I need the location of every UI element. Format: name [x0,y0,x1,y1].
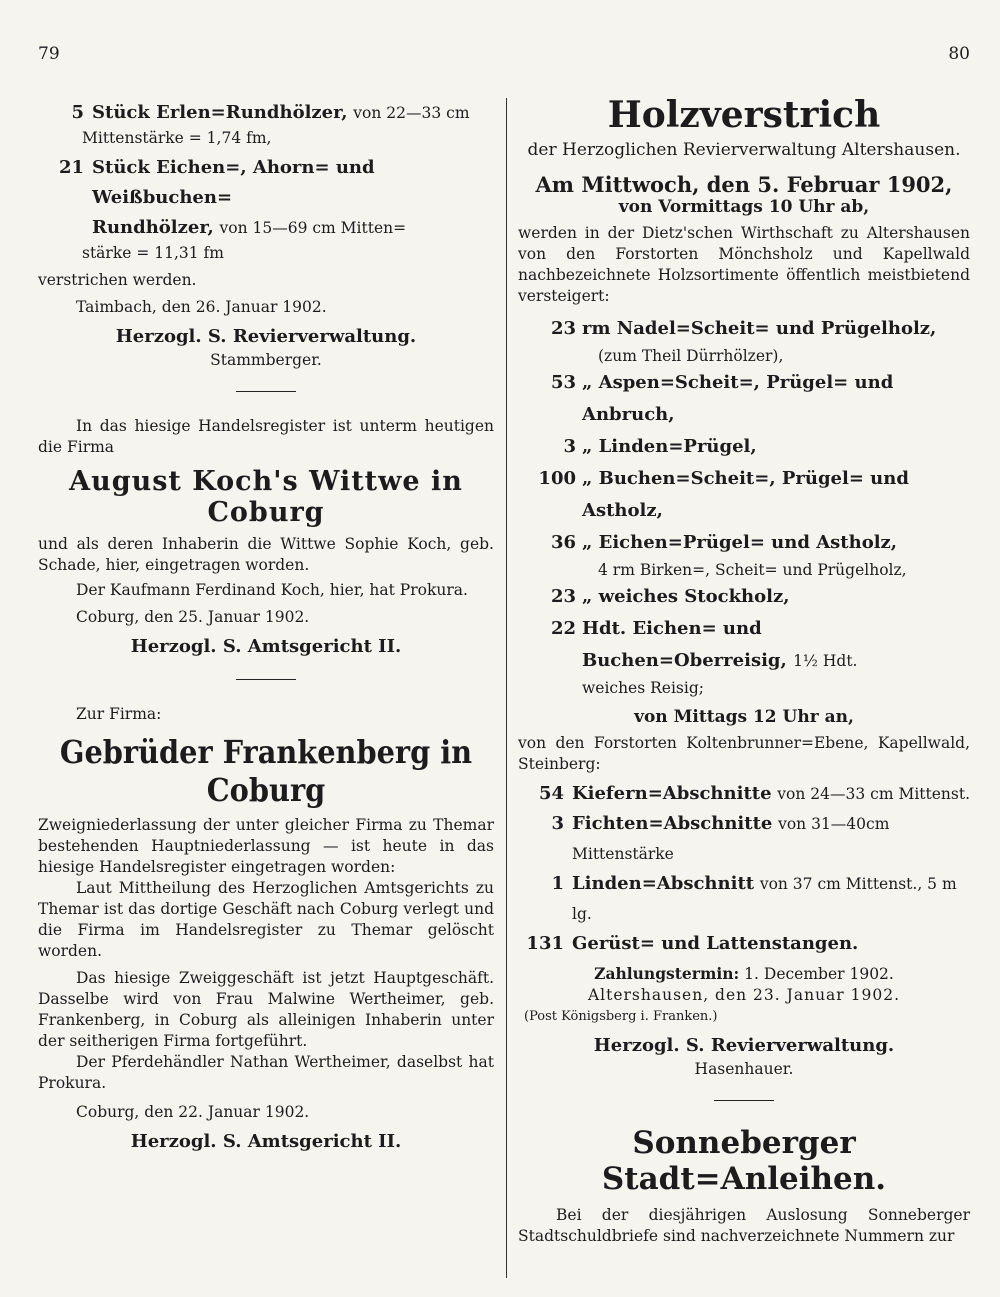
notice-intro: Zur Firma: [76,705,162,723]
official-name: Stammberger. [210,351,322,369]
wood-item [518,367,970,431]
wood-item [518,527,970,559]
item-title-cont: Rundhölzer, [92,217,214,238]
authority-signature: Herzogl. S. Revierverwaltung. [593,1035,895,1056]
item-quantity: 5 [71,102,84,123]
item-detail-line: stärke = 11,31 fm [82,244,224,262]
authority-signature: Herzogl. S. Amtsgericht II. [130,636,402,657]
place-date: Coburg, den 25. Januar 1902. [76,608,310,626]
item-quantity: 1 [551,873,564,894]
place-date: Altershausen, den 23. Januar 1902. [587,986,901,1004]
notice-heading: Holzverstrich [607,94,881,136]
notice-heading: Sonneberger Stadt=Anleihen. [601,1125,887,1197]
wood-item [518,809,970,869]
page-number-right: 80 [948,44,970,64]
authority-signature: Herzogl. S. Amtsgericht II. [130,1131,402,1152]
item-title: „ Buchen=Scheit=, Prügel= und Astholz, [582,468,909,521]
separator-rule [714,1100,774,1101]
item-subline: 4 rm Birken=, Scheit= und Prügelholz, [598,561,907,579]
auction-date: Am Mittwoch, den 5. Februar 1902, [535,172,953,197]
wood-items-list [518,313,970,613]
item-title: „ Linden=Prügel, [582,436,757,457]
auction-time: von Vormittags 10 Uhr ab, [618,197,870,217]
place-date: Coburg, den 22. Januar 1902. [76,1103,310,1121]
notice-intro: In das hiesige Handelsregister ist unterm heutigen die Firma [38,417,494,456]
auction-time: von Mittags 12 Uhr an, [634,707,854,727]
item-title: „ weiches Stockholz, [582,586,790,607]
wood-item [38,153,494,213]
item-quantity: 36 [550,532,576,553]
separator-rule [236,679,296,680]
item-title: Gerüst= und Lattenstangen. [572,933,859,954]
item-detail: von 15—69 cm Mitten= [219,219,407,237]
firm-name: August Koch's Wittwe in Coburg [69,466,463,528]
right-column [518,94,970,1247]
place-date: Taimbach, den 26. Januar 1902. [76,298,327,316]
page-number-left: 79 [38,44,60,64]
official-name: Hasenhauer. [694,1060,794,1078]
authority-signature: Herzogl. S. Revierverwaltung. [115,326,417,347]
payment-date: 1. December 1902. [744,965,894,983]
item-detail: von 37 cm Mittenst., 5 m lg. [572,875,957,923]
item-detail: von 31—40cm Mittenstärke [572,815,890,863]
payment-label: Zahlungstermin: [594,964,740,983]
left-column [38,98,494,1156]
item-title: Linden=Abschnitt [572,873,755,894]
item-quantity: 3 [563,436,576,457]
item-quantity: 131 [526,933,564,954]
item-quantity: 100 [538,468,576,489]
notice-text: Laut Mittheilung des Herzoglichen Amtsgerichts zu Themar ist das dortige Geschäft nach Coburg verlegt und die Firma im Handelsregister zu Themar gelöscht worden. [38,879,494,960]
item-detail: von 22—33 cm [353,104,470,122]
post-note: (Post Königsberg i. Franken.) [524,1009,718,1024]
item-detail: 1½ Hdt. [793,652,858,670]
item-quantity: 23 [550,318,576,339]
item-quantity: 22 [550,618,576,639]
column-divider [506,98,507,1278]
item-quantity: 23 [550,586,576,607]
item-subline: (zum Theil Dürrhölzer), [598,347,784,365]
wood-item [518,581,970,613]
notice-text: Zweigniederlassung der unter gleicher Firma zu Themar bestehenden Hauptniederlassung — ist heute in das hiesige Handelsregister eingetragen worden: [38,816,494,876]
notice-text: Das hiesige Zweiggeschäft ist jetzt Hauptgeschäft. Dasselbe wird von Frau Malwine Wertheimer, geb. Frankenberg, in Coburg als alleinigen Inhaberin unter der seitherigen Firma fortgeführt. [38,969,494,1050]
separator-rule [236,391,296,392]
notice-text: und als deren Inhaberin die Wittwe Sophie Koch, geb. Schade, hier, eingetragen worden. [38,535,494,574]
wood-item [518,613,970,677]
notice-text: Bei der diesjährigen Auslosung Sonneberger Stadtschuldbriefe sind nachverzeichnete Nummern zur [518,1206,970,1245]
item-subline: weiches Reisig; [582,679,704,697]
item-title: Kiefern=Abschnitte [572,783,772,804]
item-quantity: 54 [538,783,564,804]
notice-intro: von den Forstorten Koltenbrunner=Ebene, Kapellwald, Steinberg: [518,734,970,773]
notice-intro: werden in der Dietz'schen Wirthschaft zu Altershausen von den Forstorten Mönchsholz und Kapellwald nachbezeichnete Holzsortimente öffentlich meistbietend versteigert: [518,224,970,305]
wood-item [518,313,970,345]
wood-item [38,98,494,128]
item-title: „ Eichen=Prügel= und Astholz, [582,532,898,553]
notice-prokura: Der Kaufmann Ferdinand Koch, hier, hat Prokura. [76,581,468,599]
item-quantity: 21 [58,157,84,178]
item-title: Fichten=Abschnitte [572,813,773,834]
item-quantity: 3 [551,813,564,834]
item-title: Hdt. Eichen= und Buchen=Oberreisig, [582,618,787,671]
wood-items-list [518,779,970,959]
item-detail-line: Mittenstärke = 1,74 fm, [82,129,272,147]
closing-text: verstrichen werden. [38,271,197,289]
item-title: rm Nadel=Scheit= und Prügelholz, [582,318,937,339]
item-title: Stück Eichen=, Ahorn= und Weißbuchen= [92,157,375,208]
wood-item [518,779,970,809]
wood-item [518,431,970,463]
item-detail: von 24—33 cm Mittenst. [777,785,970,803]
firm-name: Gebrüder Frankenberg in Coburg [59,733,473,809]
notice-subheading: der Herzoglichen Revierverwaltung Altershausen. [527,140,961,160]
wood-item [518,929,970,959]
item-quantity: 53 [550,372,576,393]
wood-item [518,869,970,929]
item-title: Stück Erlen=Rundhölzer, [92,102,348,123]
notice-prokura: Der Pferdehändler Nathan Wertheimer, daselbst hat Prokura. [38,1053,494,1092]
wood-item [518,463,970,527]
item-title: „ Aspen=Scheit=, Prügel= und Anbruch, [582,372,894,425]
